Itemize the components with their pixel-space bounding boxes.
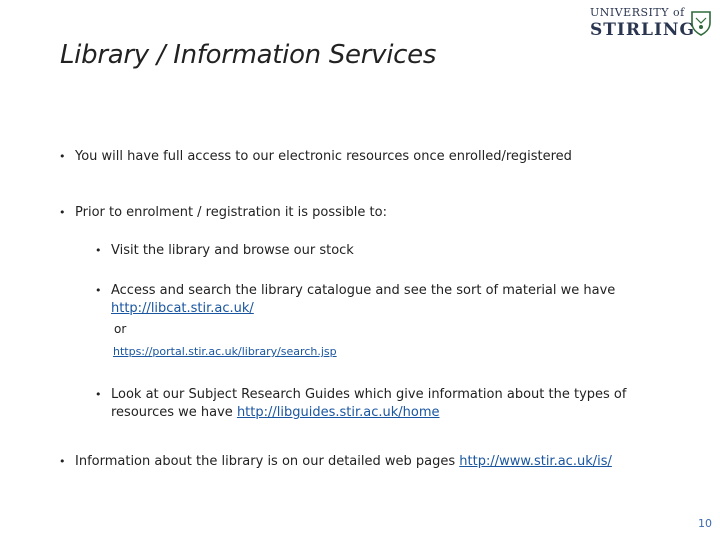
- is-web-link[interactable]: http://www.stir.ac.uk/is/: [459, 454, 612, 469]
- logo-line2: STIRLING: [590, 20, 695, 40]
- slide-title: Library / Information Services: [60, 40, 437, 70]
- bullet-dot: •: [95, 244, 102, 257]
- crest-icon: [690, 10, 712, 36]
- portal-link[interactable]: https://portal.stir.ac.uk/library/search.jsp: [113, 345, 337, 358]
- sub-bullet-1-text: Visit the library and browse our stock: [111, 243, 354, 258]
- bullet-2: [59, 204, 387, 221]
- bullet-dot: •: [95, 284, 102, 297]
- bullet-3-text: Information about the library is on our detailed web pages: [75, 454, 456, 469]
- sub-bullet-3: [95, 386, 627, 403]
- bullet-dot: •: [59, 206, 66, 219]
- bullet-3: [59, 453, 612, 470]
- bullet-1-text: You will have full access to our electronic resources once enrolled/registered: [75, 149, 572, 164]
- sub-bullet-2: [95, 282, 616, 299]
- sub-bullet-3-line1: Look at our Subject Research Guides which give information about the types of: [111, 387, 627, 402]
- libguides-link[interactable]: http://libguides.stir.ac.uk/home: [236, 405, 440, 420]
- bullet-1: [59, 148, 572, 165]
- sub-bullet-1: [95, 242, 354, 259]
- logo-line1: UNIVERSITY of: [590, 6, 685, 19]
- sub-bullet-2-text: Access and search the library catalogue and see the sort of material we have: [111, 283, 616, 298]
- or-line: [114, 321, 126, 338]
- libcat-link-line: [111, 300, 254, 317]
- bullet-dot: •: [59, 150, 66, 163]
- or-text: or: [114, 322, 127, 336]
- bullet-dot: •: [95, 388, 102, 401]
- bullet-dot: •: [59, 455, 66, 468]
- university-logo: [590, 4, 720, 40]
- portal-link-line: [113, 343, 337, 360]
- sub-bullet-3-cont: [111, 404, 440, 421]
- page-number: 10: [698, 517, 712, 530]
- sub-bullet-3-line2: resources we have: [111, 405, 233, 420]
- libcat-link[interactable]: http://libcat.stir.ac.uk/: [111, 301, 254, 316]
- bullet-2-text: Prior to enrolment / registration it is possible to:: [75, 205, 387, 220]
